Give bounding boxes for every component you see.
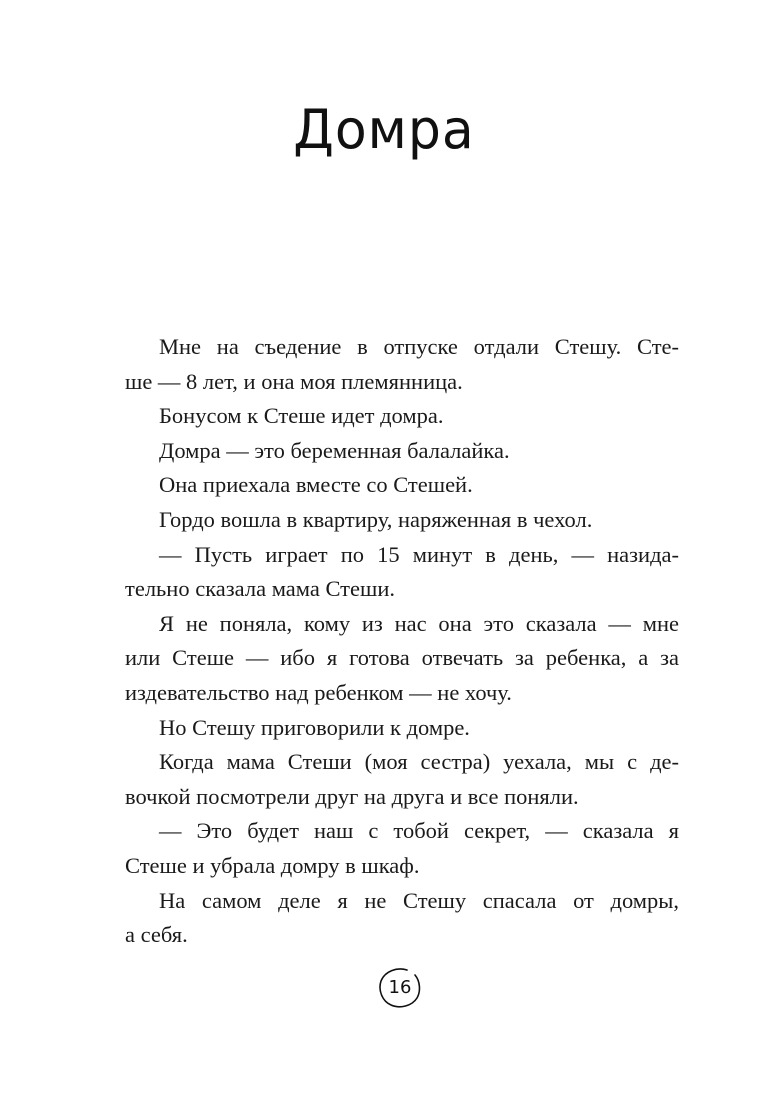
page-number: 16 bbox=[388, 977, 412, 998]
text-line: Домра — это беременная балалайка. bbox=[159, 437, 510, 463]
text-line: Гордо вошла в квартиру, наряженная в чехол. bbox=[159, 506, 593, 532]
text-line: тельно сказала мама Стеши. bbox=[125, 576, 395, 602]
page-number-badge bbox=[377, 966, 423, 1010]
text-line: На самом деле я не Стешу спасала от домры, bbox=[159, 887, 679, 913]
text-line: вочкой посмотрели друг на друга и все поняли. bbox=[125, 783, 579, 809]
text-line: Она приехала вместе со Стешей. bbox=[159, 472, 473, 498]
text-line: ше — 8 лет, и она моя племянница. bbox=[125, 368, 463, 394]
text-line: а себя. bbox=[125, 922, 188, 948]
text-line: Бонусом к Стеше идет домра. bbox=[159, 403, 444, 429]
text-line: Я не поняла, кому из нас она это сказала — мне bbox=[159, 610, 679, 636]
text-line: или Стеше — ибо я готова отвечать за ребенка, а за bbox=[125, 645, 679, 671]
text-line: Стеше и убрала домру в шкаф. bbox=[125, 852, 420, 878]
text-line: Но Стешу приговорили к домре. bbox=[159, 714, 470, 740]
text-line: Когда мама Стеши (моя сестра) уехала, мы с де- bbox=[159, 749, 679, 775]
text-line: — Пусть играет по 15 минут в день, — назида- bbox=[159, 541, 679, 567]
text-line: Мне на съедение в отпуске отдали Стешу. Сте- bbox=[159, 334, 679, 359]
text-line: издевательство над ребенком — не хочу. bbox=[125, 679, 512, 705]
text-line: — Это будет наш с тобой секрет, — сказала я bbox=[159, 818, 679, 844]
chapter-body bbox=[125, 330, 679, 953]
chapter-title: Домра bbox=[293, 98, 475, 162]
